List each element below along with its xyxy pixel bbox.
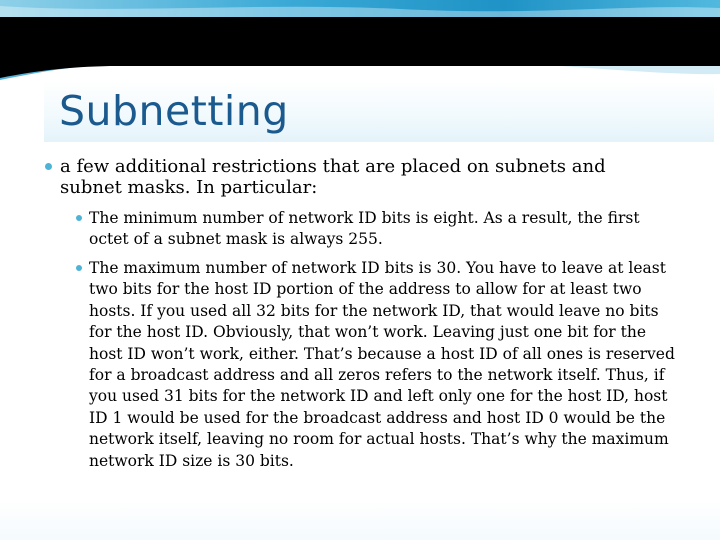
bullet-text: a few additional restrictions that are placed on subnets and subnet masks. In particular:: [60, 156, 606, 198]
slide-title: Subnetting: [59, 87, 289, 135]
sub-bullet-min-bits: [76, 208, 680, 251]
footer-fade: [0, 500, 720, 540]
bullet-dot-icon: [76, 265, 82, 271]
bullet-dot-icon: [45, 163, 52, 170]
bullet-level1: [45, 156, 645, 198]
sub-bullet-text: The minimum number of network ID bits is eight. As a result, the first octet of a subnet mask is always 255.: [89, 209, 640, 249]
bullet-dot-icon: [76, 215, 82, 221]
sub-bullet-text: The maximum number of network ID bits is 30. You have to leave at least two bits for the host ID portion of the address to allow for at least two hosts. If you used all 32 bits for the network ID, that would leave no bits for the host ID. Obviously, that won’t work. Leaving just one bit for the host ID won’t work, either. That’s because a host ID of all ones is reserved for a broadcast address and all zeros refers to the network itself. Thus, if you used 31 bits for the network ID and left only one for the host ID, host ID 1 would be used for the broadcast address and host ID 0 would be the network itself, leaving no room for actual hosts. That’s why the maximum network ID size is 30 bits.: [89, 259, 675, 470]
sub-bullet-max-bits: [76, 258, 680, 472]
